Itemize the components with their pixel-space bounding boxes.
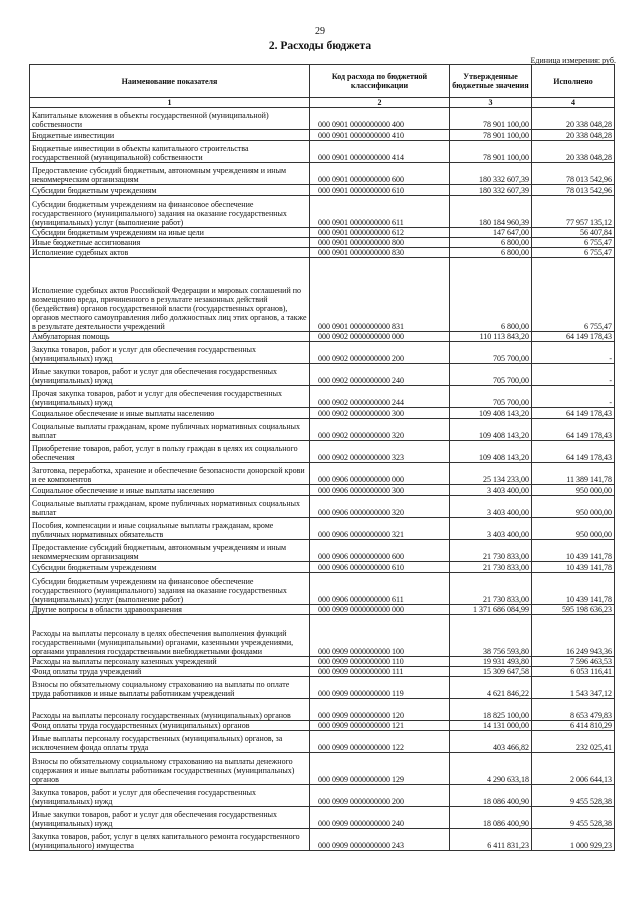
header-approved: Утвержденные бюджетные значения	[450, 65, 532, 98]
row-name: Расходы на выплаты персоналу государственных (муниципальных) органов	[30, 699, 310, 721]
row-code: 000 0901 0000000000 400	[310, 108, 450, 130]
row-executed: 8 653 479,83	[532, 699, 615, 721]
row-approved: 1 371 686 084,99	[450, 605, 532, 615]
row-approved: 3 403 400,00	[450, 485, 532, 496]
row-code: 000 0909 0000000000 129	[310, 753, 450, 785]
row-approved: 25 134 233,00	[450, 463, 532, 485]
row-executed: 9 455 528,38	[532, 785, 615, 807]
row-code: 000 0906 0000000000 300	[310, 485, 450, 496]
row-code: 000 0902 0000000000 320	[310, 419, 450, 441]
row-code: 000 0901 0000000000 610	[310, 185, 450, 196]
row-code: 000 0909 0000000000 243	[310, 829, 450, 851]
table-row	[30, 238, 615, 248]
row-name: Социальные выплаты гражданам, кроме публичных нормативных социальных выплат	[30, 419, 310, 441]
table-row	[30, 441, 615, 463]
table-body	[30, 108, 615, 851]
row-code: 000 0906 0000000000 321	[310, 518, 450, 540]
row-name: Фонд оплаты труда учреждений	[30, 667, 310, 677]
row-approved: 180 184 960,39	[450, 196, 532, 228]
row-executed: 78 013 542,96	[532, 185, 615, 196]
table-row	[30, 615, 615, 657]
table-row	[30, 657, 615, 667]
row-approved: 19 931 493,80	[450, 657, 532, 667]
row-approved: 109 408 143,20	[450, 408, 532, 419]
row-name: Заготовка, переработка, хранение и обеспечение безопасности донорской крови и ее компонентов	[30, 463, 310, 485]
row-code: 000 0909 0000000000 200	[310, 785, 450, 807]
row-approved: 180 332 607,39	[450, 163, 532, 185]
row-approved: 147 647,00	[450, 228, 532, 238]
row-executed: 1 543 347,12	[532, 677, 615, 699]
row-executed: 2 006 644,13	[532, 753, 615, 785]
row-approved: 21 730 833,00	[450, 573, 532, 605]
row-name: Субсидии бюджетным учреждениям	[30, 562, 310, 573]
table-row	[30, 496, 615, 518]
row-code: 000 0901 0000000000 600	[310, 163, 450, 185]
column-index: 3	[450, 98, 532, 108]
table-row	[30, 807, 615, 829]
table-row	[30, 605, 615, 615]
row-code: 000 0902 0000000000 200	[310, 342, 450, 364]
row-name: Фонд оплаты труда государственных (муниципальных) органов	[30, 721, 310, 731]
row-name: Бюджетные инвестиции в объекты капитального строительства государственной (муниципальной) собственности	[30, 141, 310, 163]
row-approved: 14 131 000,00	[450, 721, 532, 731]
row-code: 000 0909 0000000000 121	[310, 721, 450, 731]
row-code: 000 0906 0000000000 320	[310, 496, 450, 518]
row-code: 000 0901 0000000000 830	[310, 248, 450, 258]
row-executed: 950 000,00	[532, 518, 615, 540]
row-code: 000 0909 0000000000 111	[310, 667, 450, 677]
row-executed: 1 000 929,23	[532, 829, 615, 851]
row-name: Закупка товаров, работ и услуг для обеспечения государственных (муниципальных) нужд	[30, 342, 310, 364]
row-code: 000 0901 0000000000 611	[310, 196, 450, 228]
row-code: 000 0901 0000000000 831	[310, 258, 450, 332]
row-executed: 20 338 048,28	[532, 141, 615, 163]
row-name: Расходы на выплаты персоналу казенных учреждений	[30, 657, 310, 667]
table-row	[30, 785, 615, 807]
row-name: Исполнение судебных актов	[30, 248, 310, 258]
row-approved: 78 901 100,00	[450, 108, 532, 130]
row-name: Иные закупки товаров, работ и услуг для обеспечения государственных (муниципальных) нужд	[30, 364, 310, 386]
row-approved: 705 700,00	[450, 386, 532, 408]
row-name: Субсидии бюджетным учреждениям	[30, 185, 310, 196]
row-code: 000 0909 0000000000 110	[310, 657, 450, 667]
row-code: 000 0909 0000000000 120	[310, 699, 450, 721]
column-index: 2	[310, 98, 450, 108]
table-row	[30, 699, 615, 721]
row-name: Другие вопросы в области здравоохранения	[30, 605, 310, 615]
row-executed: 16 249 943,36	[532, 615, 615, 657]
row-executed: 10 439 141,78	[532, 540, 615, 562]
row-code: 000 0902 0000000000 000	[310, 332, 450, 342]
row-name: Бюджетные инвестиции	[30, 130, 310, 141]
column-index: 1	[30, 98, 310, 108]
header-code: Код расхода по бюджетной классификации	[310, 65, 450, 98]
row-executed: 64 149 178,43	[532, 441, 615, 463]
row-name: Субсидии бюджетным учреждениям на финансовое обеспечение государственного (муниципального) задания на оказание государственных (муниципальных) услуг (выполнение работ)	[30, 573, 310, 605]
row-code: 000 0909 0000000000 000	[310, 605, 450, 615]
row-name: Социальное обеспечение и иные выплаты населению	[30, 408, 310, 419]
row-approved: 38 756 593,80	[450, 615, 532, 657]
header-executed: Исполнено	[532, 65, 615, 98]
row-executed: 64 149 178,43	[532, 419, 615, 441]
row-name: Субсидии бюджетным учреждениям на иные цели	[30, 228, 310, 238]
row-executed: 78 013 542,96	[532, 163, 615, 185]
row-executed: 9 455 528,38	[532, 807, 615, 829]
table-row	[30, 419, 615, 441]
table-row	[30, 163, 615, 185]
row-name: Взносы по обязательному социальному страхованию на выплаты денежного содержания и иные выплаты работникам государственных (муниципальных) органов	[30, 753, 310, 785]
row-name: Капитальные вложения в объекты государственной (муниципальной) собственности	[30, 108, 310, 130]
row-approved: 18 086 400,90	[450, 785, 532, 807]
row-approved: 403 466,82	[450, 731, 532, 753]
row-executed: 595 198 636,23	[532, 605, 615, 615]
row-name: Социальное обеспечение и иные выплаты населению	[30, 485, 310, 496]
row-code: 000 0906 0000000000 610	[310, 562, 450, 573]
row-executed: 6 755,47	[532, 238, 615, 248]
row-executed: 7 596 463,53	[532, 657, 615, 667]
row-name: Амбулаторная помощь	[30, 332, 310, 342]
row-approved: 3 403 400,00	[450, 496, 532, 518]
row-executed: 77 957 135,12	[532, 196, 615, 228]
row-name: Пособия, компенсации и иные социальные выплаты гражданам, кроме публичных нормативных обязательств	[30, 518, 310, 540]
row-name: Исполнение судебных актов Российской Федерации и мировых соглашений по возмещению вреда, причиненного в результате незаконных действий (бездействия) органов государственной власти (государственных органов), органов местного самоуправления либо должностных лиц этих органов, а также в результате деятельности учреждений	[30, 258, 310, 332]
row-approved: 6 411 831,23	[450, 829, 532, 851]
row-code: 000 0909 0000000000 240	[310, 807, 450, 829]
row-approved: 180 332 607,39	[450, 185, 532, 196]
table-header-row	[30, 65, 615, 98]
row-executed: 10 439 141,78	[532, 573, 615, 605]
table-row	[30, 721, 615, 731]
row-name: Предоставление субсидий бюджетным, автономным учреждениям и иным некоммерческим организациям	[30, 540, 310, 562]
row-executed: -	[532, 386, 615, 408]
row-approved: 18 825 100,00	[450, 699, 532, 721]
row-code: 000 0901 0000000000 800	[310, 238, 450, 248]
row-executed: 11 389 141,78	[532, 463, 615, 485]
row-code: 000 0901 0000000000 414	[310, 141, 450, 163]
row-executed: 232 025,41	[532, 731, 615, 753]
row-approved: 705 700,00	[450, 342, 532, 364]
row-code: 000 0906 0000000000 000	[310, 463, 450, 485]
row-executed: 6 755,47	[532, 248, 615, 258]
row-code: 000 0909 0000000000 100	[310, 615, 450, 657]
row-code: 000 0909 0000000000 119	[310, 677, 450, 699]
row-executed: 64 149 178,43	[532, 408, 615, 419]
page-number: 29	[315, 26, 325, 37]
row-code: 000 0909 0000000000 122	[310, 731, 450, 753]
row-approved: 6 800,00	[450, 248, 532, 258]
table-row	[30, 485, 615, 496]
row-code: 000 0902 0000000000 323	[310, 441, 450, 463]
row-approved: 4 290 633,18	[450, 753, 532, 785]
row-name: Закупка товаров, работ, услуг в целях капитального ремонта государственного (муниципального) имущества	[30, 829, 310, 851]
row-code: 000 0906 0000000000 611	[310, 573, 450, 605]
row-executed: -	[532, 342, 615, 364]
row-executed: 6 053 116,41	[532, 667, 615, 677]
unit-of-measure: Единица измерения: руб.	[530, 56, 616, 65]
row-name: Прочая закупка товаров, работ и услуг для обеспечения государственных (муниципальных) нужд	[30, 386, 310, 408]
table-row	[30, 228, 615, 238]
row-approved: 6 800,00	[450, 258, 532, 332]
row-name: Приобретение товаров, работ, услуг в пользу граждан в целях их социального обеспечения	[30, 441, 310, 463]
row-name: Предоставление субсидий бюджетным, автономным учреждениям и иным некоммерческим организациям	[30, 163, 310, 185]
table-row	[30, 463, 615, 485]
row-executed: 950 000,00	[532, 496, 615, 518]
row-executed: 950 000,00	[532, 485, 615, 496]
expenditure-table	[29, 64, 615, 851]
row-executed: 20 338 048,28	[532, 108, 615, 130]
row-approved: 78 901 100,00	[450, 141, 532, 163]
table-row	[30, 185, 615, 196]
table-row	[30, 108, 615, 130]
table-row	[30, 332, 615, 342]
table-row	[30, 130, 615, 141]
row-name: Закупка товаров, работ и услуг для обеспечения государственных (муниципальных) нужд	[30, 785, 310, 807]
table-row	[30, 408, 615, 419]
column-index-row	[30, 98, 615, 108]
table-row	[30, 342, 615, 364]
row-approved: 109 408 143,20	[450, 419, 532, 441]
row-approved: 6 800,00	[450, 238, 532, 248]
row-code: 000 0901 0000000000 612	[310, 228, 450, 238]
row-approved: 3 403 400,00	[450, 518, 532, 540]
row-approved: 705 700,00	[450, 364, 532, 386]
table-row	[30, 573, 615, 605]
row-name: Расходы на выплаты персоналу в целях обеспечения выполнения функций государственными (муниципальными) органами, казенными учреждениями, органами управления государственными внебюджетными фондами	[30, 615, 310, 657]
row-name: Иные закупки товаров, работ и услуг для обеспечения государственных (муниципальных) нужд	[30, 807, 310, 829]
row-approved: 18 086 400,90	[450, 807, 532, 829]
table-row	[30, 731, 615, 753]
table-row	[30, 667, 615, 677]
section-title: 2. Расходы бюджета	[268, 40, 372, 52]
table-row	[30, 518, 615, 540]
table-row	[30, 562, 615, 573]
table-row	[30, 753, 615, 785]
row-approved: 4 621 846,22	[450, 677, 532, 699]
row-code: 000 0902 0000000000 240	[310, 364, 450, 386]
row-executed: 6 755,47	[532, 258, 615, 332]
table-row	[30, 364, 615, 386]
row-approved: 110 113 843,20	[450, 332, 532, 342]
row-approved: 21 730 833,00	[450, 562, 532, 573]
row-executed: 6 414 810,29	[532, 721, 615, 731]
row-code: 000 0906 0000000000 600	[310, 540, 450, 562]
row-approved: 78 901 100,00	[450, 130, 532, 141]
row-name: Иные бюджетные ассигнования	[30, 238, 310, 248]
table-row	[30, 829, 615, 851]
row-code: 000 0901 0000000000 410	[310, 130, 450, 141]
row-executed: 20 338 048,28	[532, 130, 615, 141]
table-row	[30, 677, 615, 699]
row-name: Субсидии бюджетным учреждениям на финансовое обеспечение государственного (муниципального) задания на оказание государственных (муниципальных) услуг (выполнение работ)	[30, 196, 310, 228]
row-approved: 109 408 143,20	[450, 441, 532, 463]
row-code: 000 0902 0000000000 244	[310, 386, 450, 408]
table-row	[30, 540, 615, 562]
table-row	[30, 248, 615, 258]
table-row	[30, 386, 615, 408]
row-executed: 10 439 141,78	[532, 562, 615, 573]
row-name: Взносы по обязательному социальному страхованию на выплаты по оплате труда работников и иные выплаты работникам учреждений	[30, 677, 310, 699]
row-executed: 56 407,84	[532, 228, 615, 238]
table-row	[30, 258, 615, 332]
row-code: 000 0902 0000000000 300	[310, 408, 450, 419]
row-approved: 15 309 647,58	[450, 667, 532, 677]
column-index: 4	[532, 98, 615, 108]
table-row	[30, 141, 615, 163]
header-name: Наименование показателя	[30, 65, 310, 98]
row-executed: -	[532, 364, 615, 386]
row-name: Иные выплаты персоналу государственных (муниципальных) органов, за исключением фонда оплаты труда	[30, 731, 310, 753]
row-approved: 21 730 833,00	[450, 540, 532, 562]
table-row	[30, 196, 615, 228]
row-executed: 64 149 178,43	[532, 332, 615, 342]
row-name: Социальные выплаты гражданам, кроме публичных нормативных социальных выплат	[30, 496, 310, 518]
